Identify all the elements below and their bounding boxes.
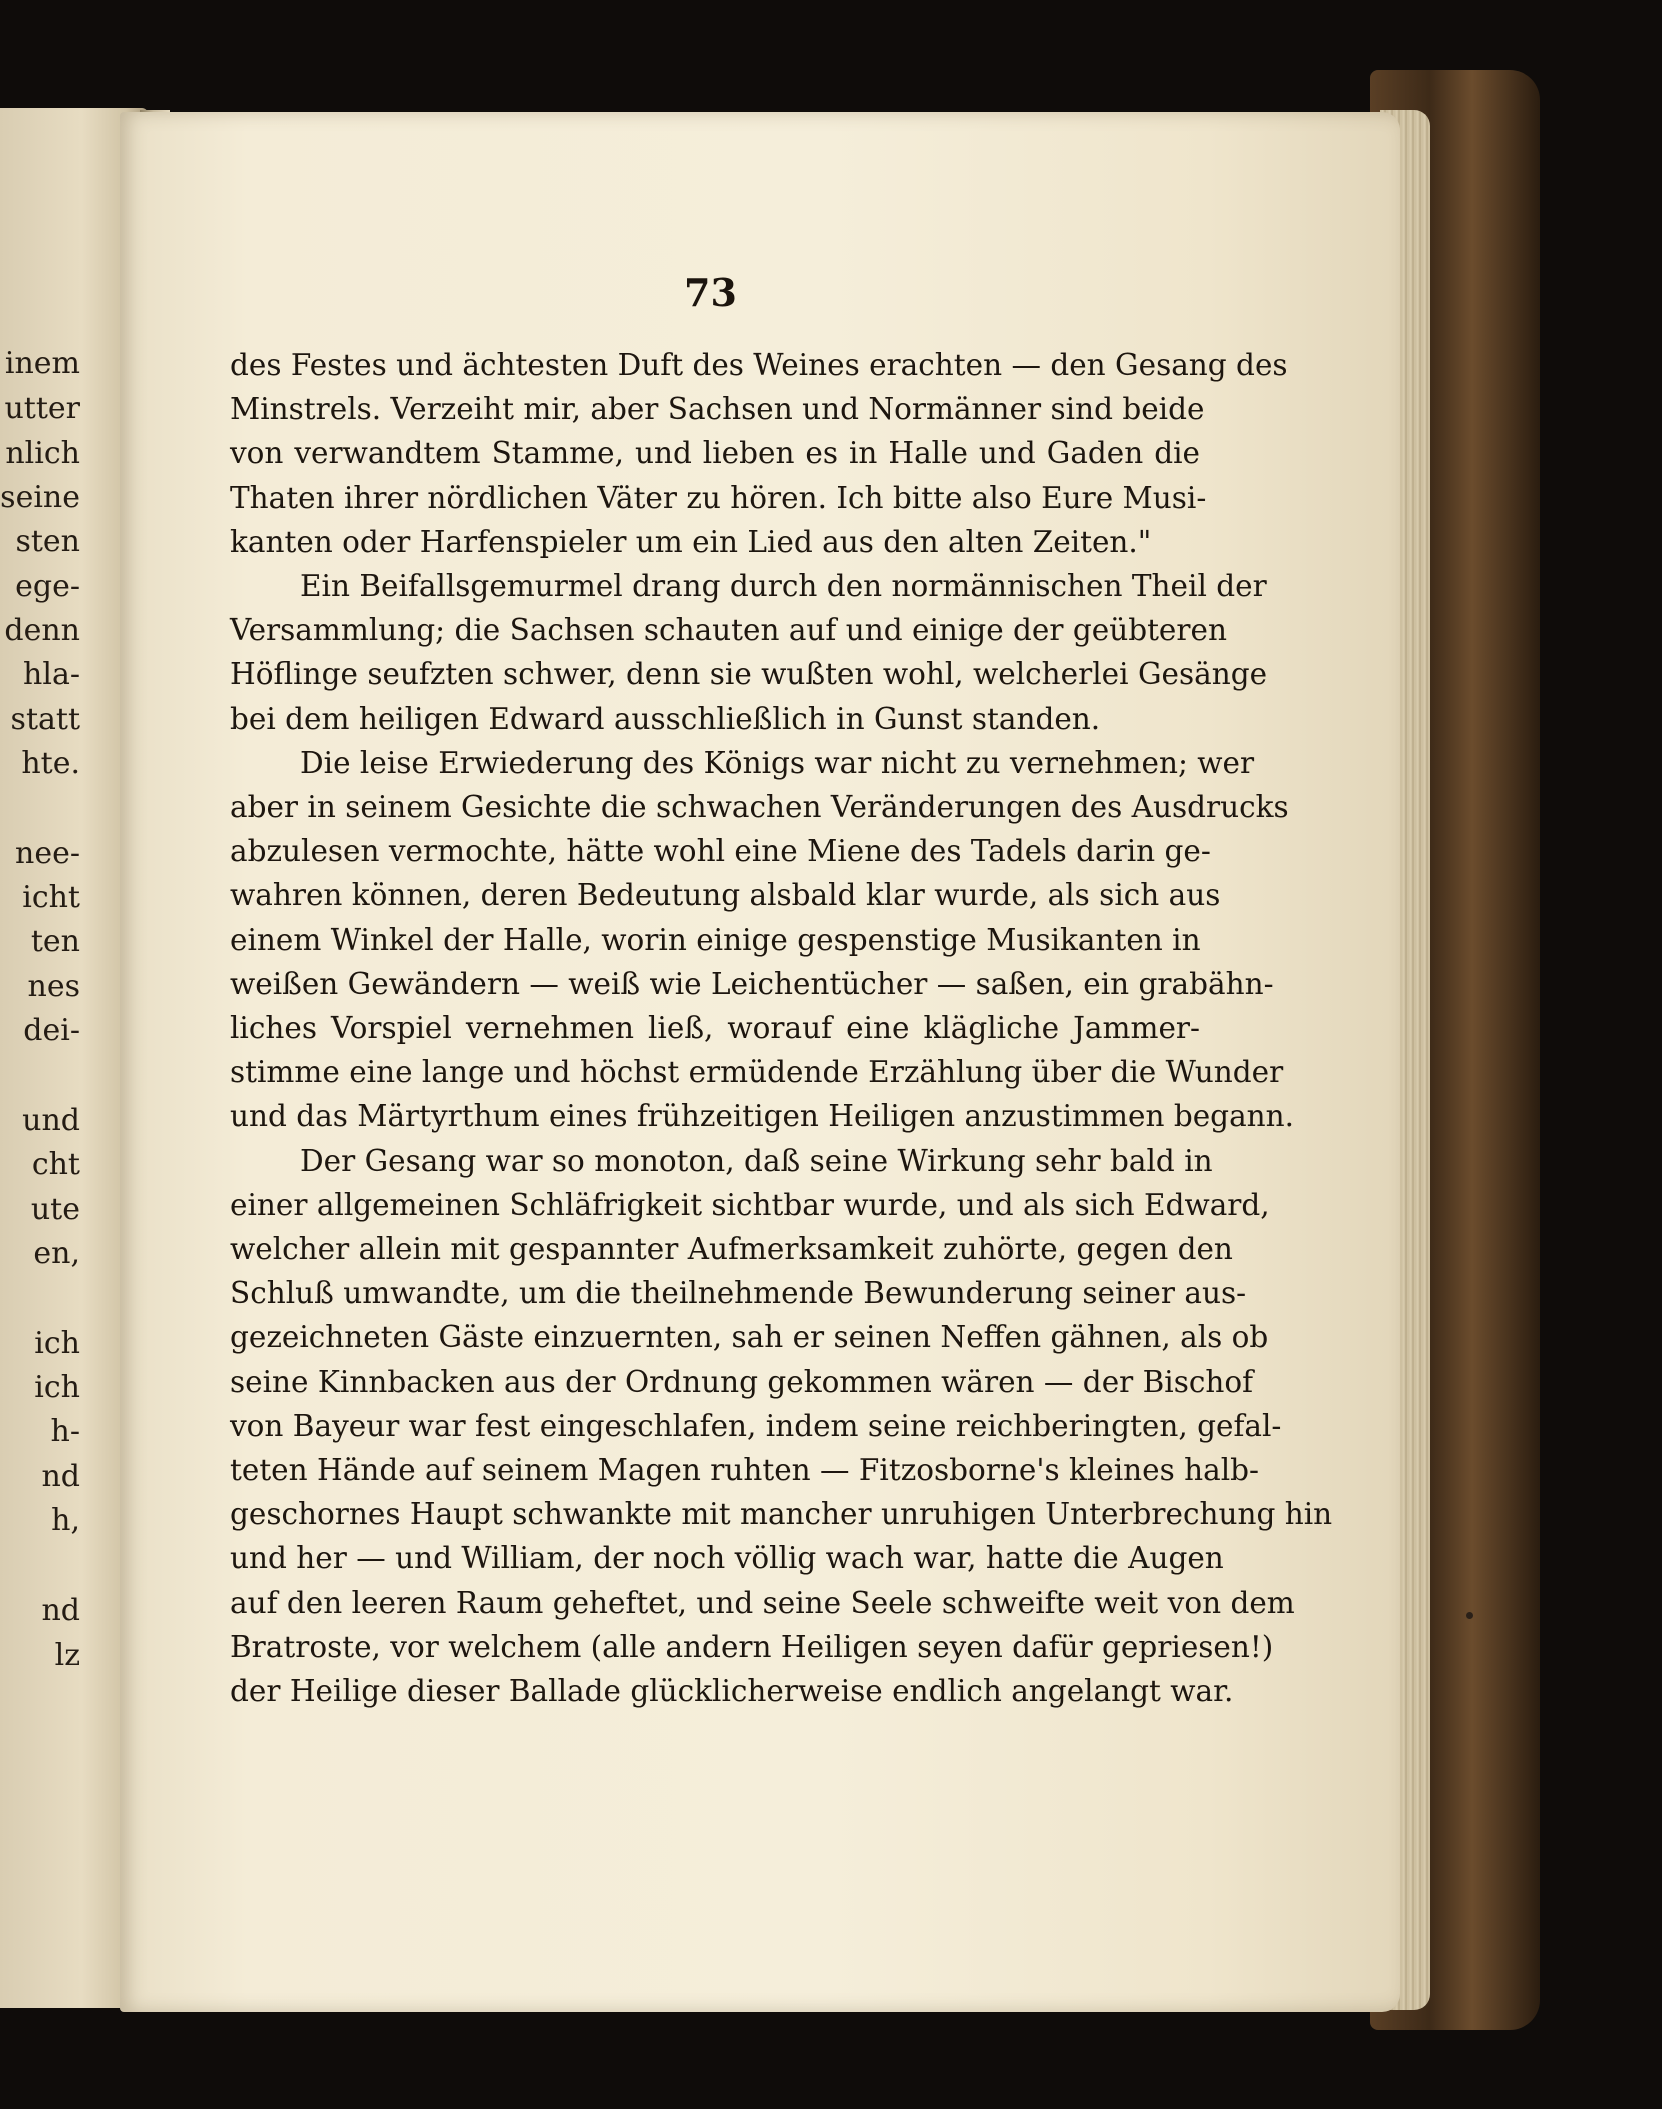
text-line: Der Gesang war so monoton, daß seine Wirkung sehr bald in xyxy=(300,1144,1213,1178)
text-line: Versammlung; die Sachsen schauten auf und einige der geübteren xyxy=(230,613,1227,647)
previous-page-fragment: ich xyxy=(34,1370,80,1405)
page-number: 73 xyxy=(684,270,737,315)
previous-page-fragment: hla- xyxy=(23,657,80,692)
previous-page-fragment: nd xyxy=(41,1593,80,1628)
previous-page-fragment: ute xyxy=(30,1192,80,1227)
previous-page-fragment: ege- xyxy=(15,569,80,604)
previous-page-fragment: nlich xyxy=(5,436,80,471)
text-line: liches Vorspiel vernehmen ließ, worauf eine klägliche Jammer- xyxy=(230,1011,1200,1045)
text-line: gezeichneten Gäste einzuernten, sah er seinen Neffen gähnen, als ob xyxy=(230,1320,1269,1354)
text-line: wahren können, deren Bedeutung alsbald klar wurde, als sich aus xyxy=(230,878,1221,912)
text-line: geschornes Haupt schwankte mit mancher unruhigen Unterbrechung hin xyxy=(230,1497,1333,1531)
text-line: von verwandtem Stamme, und lieben es in Halle und Gaden die xyxy=(230,436,1200,470)
text-line: Höflinge seufzten schwer, denn sie wußten wohl, welcherlei Gesänge xyxy=(230,657,1268,691)
previous-page-fragment: inem xyxy=(4,346,80,381)
text-line: bei dem heiligen Edward ausschließlich in Gunst standen. xyxy=(230,702,1101,736)
previous-page-fragment: seine xyxy=(0,480,80,515)
text-line: Die leise Erwiederung des Königs war nicht zu vernehmen; wer xyxy=(300,746,1255,780)
previous-page-fragment: lz xyxy=(54,1638,80,1673)
ink-speck xyxy=(1466,1612,1473,1619)
previous-page-fragment: ten xyxy=(30,924,80,959)
text-line: Thaten ihrer nördlichen Väter zu hören. Ich bitte also Eure Musi- xyxy=(230,481,1207,515)
previous-page-fragment: nes xyxy=(27,969,80,1004)
previous-page-fragment: nee- xyxy=(15,836,80,871)
text-line: welcher allein mit gespannter Aufmerksamkeit zuhörte, gegen den xyxy=(230,1232,1233,1266)
previous-page-fragment: nd xyxy=(41,1459,80,1494)
previous-page-fragment: h, xyxy=(51,1503,80,1538)
text-line: teten Hände auf seinem Magen ruhten — Fitzosborne's kleines halb- xyxy=(230,1453,1260,1487)
previous-page-fragment: en, xyxy=(33,1236,80,1271)
text-line: einer allgemeinen Schläfrigkeit sichtbar wurde, und als sich Edward, xyxy=(230,1188,1270,1222)
text-line: Bratroste, vor welchem (alle andern Heiligen seyen dafür gepriesen!) xyxy=(230,1630,1274,1664)
previous-page-fragment: statt xyxy=(10,702,80,737)
previous-page-fragment: hte. xyxy=(21,746,80,781)
text-line: aber in seinem Gesichte die schwachen Veränderungen des Ausdrucks xyxy=(230,790,1289,824)
text-line: stimme eine lange und höchst ermüdende Erzählung über die Wunder xyxy=(230,1055,1284,1089)
text-line: auf den leeren Raum geheftet, und seine Seele schweifte weit von dem xyxy=(230,1586,1295,1620)
text-line: Ein Beifallsgemurmel drang durch den normännischen Theil der xyxy=(300,569,1267,603)
text-line: Schluß umwandte, um die theilnehmende Bewunderung seiner aus- xyxy=(230,1276,1247,1310)
previous-page-fragment: sten xyxy=(15,524,80,559)
text-line: des Festes und ächtesten Duft des Weines erachten — den Gesang des xyxy=(230,348,1288,382)
previous-page-fragment: cht xyxy=(31,1147,80,1182)
text-line: und das Märtyrthum eines frühzeitigen Heiligen anzustimmen begann. xyxy=(230,1099,1295,1133)
previous-page-fragment: utter xyxy=(4,391,80,426)
previous-page-fragment: und xyxy=(22,1103,80,1138)
previous-page-fragment: dei- xyxy=(23,1013,80,1048)
text-line: einem Winkel der Halle, worin einige gespenstige Musikanten in xyxy=(230,923,1201,957)
text-line: abzulesen vermochte, hätte wohl eine Miene des Tadels darin ge- xyxy=(230,834,1211,868)
text-line: Minstrels. Verzeiht mir, aber Sachsen und Normänner sind beide xyxy=(230,392,1205,426)
text-line: kanten oder Harfenspieler um ein Lied aus den alten Zeiten." xyxy=(230,525,1152,559)
text-line: weißen Gewändern — weiß wie Leichentücher — saßen, ein grabähn- xyxy=(230,967,1274,1001)
text-line: von Bayeur war fest eingeschlafen, indem seine reichberingten, gefal- xyxy=(230,1409,1282,1443)
text-line: der Heilige dieser Ballade glücklicherweise endlich angelangt war. xyxy=(230,1674,1234,1708)
previous-page-fragment: h- xyxy=(50,1414,80,1449)
previous-page-fragment: ich xyxy=(34,1326,80,1361)
previous-page-fragment: icht xyxy=(22,880,80,915)
text-line: und her — und William, der noch völlig wach war, hatte die Augen xyxy=(230,1541,1224,1575)
text-line: seine Kinnbacken aus der Ordnung gekommen wären — der Bischof xyxy=(230,1365,1254,1399)
previous-page-fragment: denn xyxy=(4,613,80,648)
